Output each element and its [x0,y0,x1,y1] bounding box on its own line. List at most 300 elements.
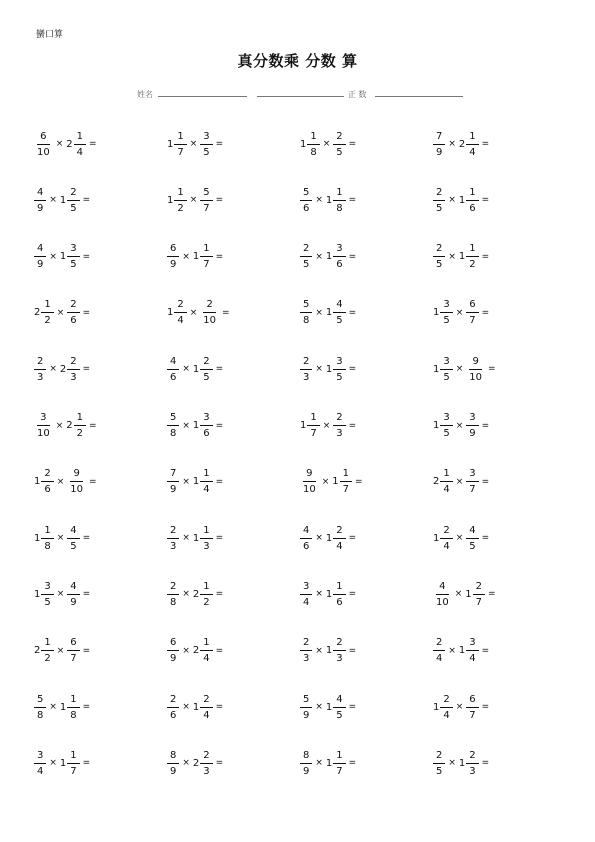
denominator: 5 [436,259,443,271]
denominator: 6 [469,202,476,214]
numerator: 6 [67,636,79,651]
numerator: 2 [333,636,345,651]
fraction [466,298,478,327]
equals-sign: = [215,589,224,600]
second-factor [67,298,79,327]
fraction [300,186,312,215]
equals-sign: = [488,589,496,600]
problem [34,293,90,333]
numerator: 4 [436,580,448,595]
equals-sign: = [82,307,91,318]
fraction [34,693,46,722]
numerator: 9 [70,467,82,482]
multiply-sign: × [315,589,323,600]
first-factor [433,411,453,440]
second-factor [326,298,346,327]
numerator: 4 [167,355,179,370]
multiply-sign: × [182,645,190,656]
denominator: 4 [443,709,450,721]
numerator: 1 [74,130,86,145]
first-factor [433,749,445,778]
fraction [200,242,212,271]
denominator: 7 [475,596,483,608]
denominator: 7 [70,765,77,777]
numerator: 1 [200,467,212,482]
problem [300,293,356,333]
whole-number: 1 [192,476,200,488]
problem [167,574,223,614]
fraction [300,242,312,271]
second-factor [466,467,478,496]
multiply-sign: × [315,533,323,544]
problem [34,574,90,614]
name-field-line[interactable] [158,96,247,97]
first-factor [167,580,179,609]
denominator: 4 [469,653,476,665]
problem-row [34,349,574,389]
second-factor [193,411,213,440]
second-factor [459,130,479,159]
second-factor [60,186,80,215]
fraction [466,749,478,778]
multiply-sign: × [56,307,65,318]
denominator: 5 [336,709,343,721]
problem [433,406,489,446]
numerator: 2 [67,298,79,313]
first-factor [433,355,453,384]
numerator: 2 [333,130,345,145]
problem [300,687,356,727]
whole-number: 1 [300,420,307,431]
problem [433,631,489,671]
equals-sign: = [89,139,97,149]
fraction [307,411,319,440]
numerator: 3 [333,242,345,257]
equals-sign: = [215,645,224,656]
correct-count-label: 正 数 [348,90,367,99]
first-factor [34,242,46,271]
whole-number: 1 [325,363,333,375]
equals-sign: = [348,533,357,544]
equals-sign: = [481,702,490,712]
numerator: 1 [307,130,319,145]
multiply-sign: × [56,645,65,656]
numerator: 1 [466,130,478,145]
fraction [300,298,312,327]
equals-sign: = [82,702,91,712]
whole-number: 1 [458,757,466,769]
denominator: 8 [170,428,177,439]
correct-count-field-line[interactable] [375,96,463,97]
numerator: 2 [333,411,345,426]
equals-sign: = [355,476,363,487]
second-factor [200,130,212,159]
second-factor [459,636,479,665]
blank-field-line[interactable] [257,96,344,97]
whole-number: 2 [59,363,67,375]
first-factor [167,242,179,271]
denominator: 5 [443,428,450,439]
equals-sign: = [481,420,490,431]
denominator: 4 [469,146,476,158]
multiply-sign: × [49,251,57,262]
problem-row [34,574,574,614]
numerator: 3 [440,298,452,313]
fraction [300,524,312,553]
first-factor [167,467,179,496]
fraction [307,130,319,159]
equals-sign: = [488,364,496,375]
problem [167,518,223,558]
numerator: 1 [200,636,212,651]
problem [300,631,356,671]
first-factor [433,693,453,722]
numerator: 2 [473,580,485,595]
whole-number: 1 [167,307,174,319]
numerator: 5 [200,186,212,201]
equals-sign: = [348,364,357,375]
fraction [433,186,445,215]
second-factor [332,467,352,496]
whole-number: 2 [433,476,440,488]
problem [433,743,489,783]
first-factor [433,580,452,609]
numerator: 2 [433,749,445,764]
whole-number: 2 [66,420,73,431]
multiply-sign: × [315,702,323,712]
numerator: 1 [333,580,345,595]
fraction [67,636,79,665]
multiply-sign: × [49,195,57,206]
numerator: 1 [466,186,478,201]
fraction [300,467,319,496]
numerator: 1 [41,298,53,313]
first-factor [34,298,54,327]
numerator: 3 [333,355,345,370]
denominator: 3 [469,765,476,777]
first-factor [34,749,46,778]
denominator: 3 [336,653,343,665]
fraction [340,467,352,496]
equals-sign: = [222,307,230,318]
equals-sign: = [481,139,490,149]
multiply-sign: × [315,251,323,262]
whole-number: 1 [433,701,440,713]
denominator: 10 [303,484,316,496]
problem [433,349,496,389]
problem [167,124,223,164]
numerator: 2 [300,636,312,651]
problem [433,462,489,502]
problem [34,743,90,783]
first-factor [300,242,312,271]
first-factor [167,130,187,159]
numerator: 5 [300,693,312,708]
header-note: 蠻口算 [36,30,64,40]
fraction [167,242,179,271]
problem [167,349,223,389]
equals-sign: = [481,307,490,318]
first-factor [433,186,445,215]
problem [167,743,223,783]
second-factor [326,242,346,271]
denominator: 7 [469,315,476,327]
numerator: 8 [167,749,179,764]
problem [34,462,97,502]
numerator: 6 [167,636,179,651]
second-factor [193,524,213,553]
multiply-sign: × [448,139,456,149]
denominator: 6 [336,259,343,271]
numerator: 4 [67,580,79,595]
denominator: 5 [336,371,343,383]
multiply-sign: × [56,533,65,544]
numerator: 6 [466,298,478,313]
whole-number: 1 [325,645,333,657]
fraction [333,580,345,609]
fraction [174,130,186,159]
second-factor [466,524,478,553]
first-factor [433,467,453,496]
whole-number: 1 [192,420,200,431]
fraction [466,355,485,384]
numerator: 4 [300,524,312,539]
multiply-sign: × [182,702,190,712]
denominator: 9 [170,653,177,665]
fraction [333,749,345,778]
first-factor [300,524,312,553]
first-factor [34,411,53,440]
multiply-sign: × [321,476,330,487]
numerator: 2 [200,693,212,708]
equals-sign: = [215,476,224,487]
equals-sign: = [481,476,490,487]
equals-sign: = [348,758,357,769]
denominator: 4 [203,484,210,496]
multiply-sign: × [56,476,65,487]
denominator: 5 [436,202,443,214]
whole-number: 1 [300,138,307,150]
fraction [473,580,485,609]
numerator: 2 [300,355,312,370]
whole-number: 1 [192,363,200,375]
fraction [74,130,86,159]
equals-sign: = [82,758,91,769]
numerator: 3 [41,580,53,595]
fraction [34,130,53,159]
numerator: 3 [300,580,312,595]
denominator: 9 [170,765,177,777]
multiply-sign: × [455,476,464,487]
multiply-sign: × [49,364,57,375]
whole-number: 2 [66,138,73,150]
denominator: 3 [303,653,310,665]
numerator: 2 [174,298,186,313]
numerator: 1 [174,130,186,145]
second-factor [333,411,345,440]
problem-row [34,631,574,671]
second-factor [193,636,213,665]
fraction [333,130,345,159]
fraction [333,242,345,271]
whole-number: 1 [458,194,466,206]
fraction [200,636,212,665]
equals-sign: = [82,645,91,656]
numerator: 1 [67,749,79,764]
problem [433,237,489,277]
denominator: 2 [44,315,51,327]
second-factor [66,411,86,440]
second-factor [60,242,80,271]
numerator: 1 [440,467,452,482]
whole-number: 1 [167,194,174,206]
fraction [433,749,445,778]
equals-sign: = [481,533,490,544]
problem [300,124,356,164]
equals-sign: = [348,307,357,318]
whole-number: 1 [332,476,339,488]
denominator: 5 [336,315,343,327]
numerator: 1 [67,693,79,708]
denominator: 3 [37,371,44,383]
fraction [167,580,179,609]
problem-row [34,406,574,446]
denominator: 5 [436,765,443,777]
denominator: 7 [70,653,77,665]
fraction [333,298,345,327]
fraction [333,636,345,665]
denominator: 10 [436,596,449,608]
whole-number: 1 [325,251,333,263]
fraction [440,411,452,440]
equals-sign: = [481,195,490,206]
denominator: 7 [203,202,210,214]
second-factor [60,693,80,722]
denominator: 5 [44,596,51,608]
problem [300,518,356,558]
problem-row [34,237,574,277]
numerator: 1 [41,636,53,651]
problem [433,293,489,333]
denominator: 6 [303,202,310,214]
fraction [67,242,79,271]
problem-row [34,180,574,220]
second-factor [326,636,346,665]
whole-number: 1 [34,476,41,488]
multiply-sign: × [49,758,57,769]
fraction [67,693,79,722]
multiply-sign: × [455,420,464,431]
first-factor [167,411,179,440]
second-factor [193,580,213,609]
whole-number: 1 [433,363,440,375]
whole-number: 1 [325,307,333,319]
problem [300,462,363,502]
fraction [333,693,345,722]
equals-sign: = [89,420,97,431]
numerator: 2 [200,749,212,764]
denominator: 5 [203,146,210,158]
whole-number: 2 [192,757,200,769]
first-factor [300,298,312,327]
denominator: 2 [177,202,184,214]
denominator: 4 [203,653,210,665]
first-factor [433,524,453,553]
multiply-sign: × [49,702,57,712]
fraction [466,524,478,553]
first-factor [34,693,46,722]
second-factor [326,580,346,609]
whole-number: 1 [192,532,200,544]
whole-number: 1 [59,194,67,206]
denominator: 6 [170,371,177,383]
multiply-sign: × [455,307,464,318]
whole-number: 1 [325,194,333,206]
numerator: 8 [300,749,312,764]
denominator: 6 [336,596,343,608]
first-factor [167,298,187,327]
fraction [41,580,53,609]
second-factor [67,580,79,609]
fraction [167,411,179,440]
numerator: 2 [67,186,79,201]
second-factor [193,355,213,384]
multiply-sign: × [182,251,190,262]
problem-row [34,293,574,333]
multiply-sign: × [454,589,463,600]
numerator: 4 [34,242,46,257]
numerator: 2 [466,749,478,764]
numerator: 4 [34,186,46,201]
second-factor [60,749,80,778]
numerator: 4 [67,524,79,539]
fraction [466,411,478,440]
fraction [174,186,186,215]
fraction [167,749,179,778]
denominator: 5 [203,371,210,383]
numerator: 2 [440,693,452,708]
numerator: 6 [466,693,478,708]
numerator: 7 [167,467,179,482]
whole-number: 1 [325,757,333,769]
second-factor [193,749,213,778]
problem [300,406,356,446]
page-title: 真分数乘 分数 算 [237,52,358,70]
equals-sign: = [215,758,224,769]
problem [300,574,356,614]
denominator: 4 [76,146,84,158]
multiply-sign: × [182,533,190,544]
numerator: 1 [74,411,86,426]
numerator: 2 [200,355,212,370]
fraction [67,580,79,609]
fraction [433,242,445,271]
whole-number: 2 [192,645,200,657]
denominator: 4 [336,540,343,552]
multiply-sign: × [455,533,464,544]
denominator: 8 [170,596,177,608]
numerator: 9 [469,355,481,370]
numerator: 3 [200,411,212,426]
first-factor [433,636,445,665]
fraction [333,355,345,384]
denominator: 7 [203,259,210,271]
whole-number: 1 [34,532,41,544]
denominator: 10 [37,146,50,158]
fraction [200,130,212,159]
fraction [67,749,79,778]
denominator: 6 [203,428,210,439]
